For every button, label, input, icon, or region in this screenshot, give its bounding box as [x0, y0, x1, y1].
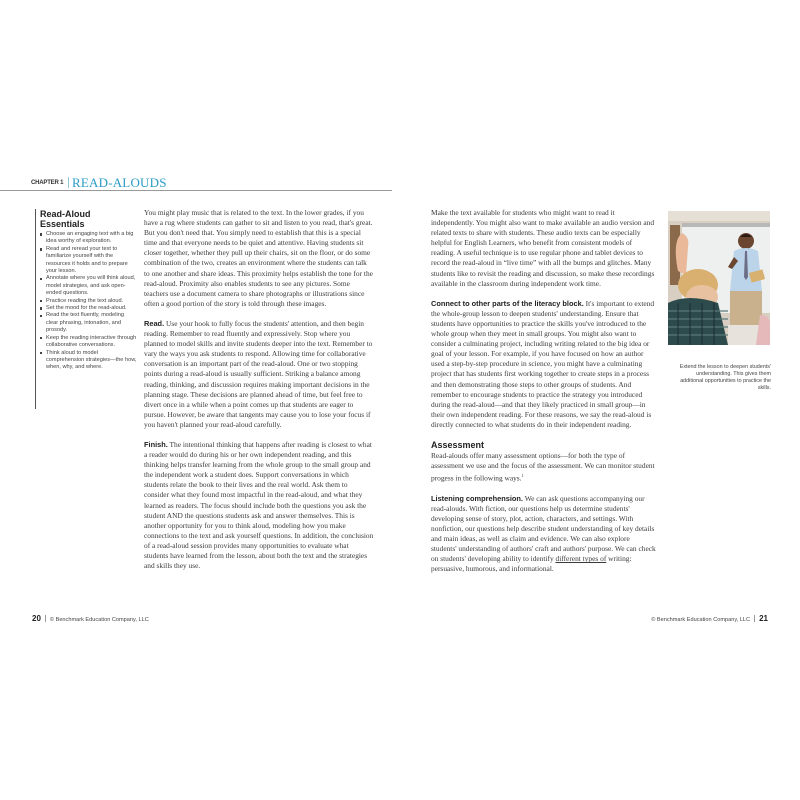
list-item-text: Set the mood for the read-aloud.	[46, 305, 127, 312]
list-item	[40, 275, 137, 297]
bullet-icon	[40, 352, 42, 354]
read-paragraph	[144, 319, 374, 430]
listening-lead: Listening comprehension.	[431, 493, 523, 503]
bullet-icon	[40, 337, 42, 339]
list-item-text: Keep the reading interactive through collaborative conversations.	[46, 334, 137, 349]
chapter-title: READ-ALOUDS	[72, 175, 167, 190]
list-item	[40, 350, 137, 372]
finish-paragraph	[144, 440, 374, 571]
bullet-icon	[40, 233, 42, 235]
bullet-icon	[40, 300, 42, 302]
bullet-icon	[40, 315, 42, 317]
essentials-list	[40, 231, 137, 372]
assessment-paragraph	[431, 451, 657, 484]
footer-divider	[45, 615, 46, 622]
page-number-left: 20	[32, 614, 41, 623]
assessment-body: Read-alouds offer many assessment options—for both the type of assessment we use and the focus of the assessment. We can monitor student progess in the following ways.	[431, 450, 655, 483]
list-item-text: Annotate where you will think aloud, model strategies, and ask open-ended questions.	[46, 275, 136, 297]
audio-paragraph: Make the text available for students who might want to read it independently. You might also want to make available an audio version and related texts to share with students. These audio texts can be especially helpful for English Learners, who benefit from consistent models of reading. A useful technique is to use regular phone and tablet devices to record the read-aloud in “live time” with all the bumps and glitches. Many students like to revisit the reading and discussion, so make these recordings available in the classroom during independent work time.	[431, 208, 655, 288]
connect-body: It's important to extend the whole-group lesson to deepen students' understanding. Ensure that students have opportunities to practice the skills you've introduced to the whole group when they meet in small groups. You might also want to consider a culminating project, including writing related to the big idea or goal of your lesson. For example, if you have focused on how an author used a step-by-step procedure in science, you might have a culminating project that has students first working together to create steps in a process and then demonstrating those steps to other groups of students. And remember to encourage students to practice the strategy you introduced during the read-aloud—and that they likely practiced in small group—in their own independent reading. For these reasons, we say the read-aloud is directly connected to what students do in their independent reading.	[431, 298, 655, 429]
chapter-header	[0, 174, 392, 191]
assessment-heading: Assessment	[431, 439, 485, 450]
list-item-text: Read the text fluently, modeling clear phrasing, intonation, and prosody.	[46, 312, 124, 334]
essentials-sidebar	[35, 209, 137, 409]
footer-right	[651, 614, 768, 623]
list-item-text: Choose an engaging text with a big idea worthy of exploration.	[46, 231, 134, 245]
listening-end: writing: persuasive, humorous, and informational.	[431, 554, 632, 574]
classroom-photo-icon	[668, 211, 770, 345]
bullet-icon	[40, 307, 42, 309]
listening-paragraph	[431, 494, 657, 575]
list-item-text: Practice reading the text aloud.	[46, 297, 124, 304]
copyright-left: © Benchmark Education Company, LLC	[49, 617, 149, 623]
right-column	[431, 208, 657, 584]
read-body: Use your hook to fully focus the students' attention, and then begin reading. Remember to read fluently and expressively. Stop where you planned to model skills and invite students deeper into the text. Remember to vary the ways you ask students to respond. Allowing time for collaborative conversation is an important part of the read-aloud. One or two stopping points during a read-aloud is usually sufficient. Striking a balance among reading, thinking, and discussion requires making important decisions in the planning stage. These decisions are planned ahead of time, but feel free to divert once in a while when a point comes up that students are eager to pursue. However, be aware that tangents may cause you to lose your focus if you haven't planned your read-aloud carefully.	[144, 318, 373, 429]
sidebar-title: Read-Aloud Essentials	[40, 209, 91, 229]
copyright-right: © Benchmark Education Company, LLC	[651, 617, 751, 623]
list-item	[40, 231, 137, 246]
list-item	[40, 298, 137, 305]
list-item	[40, 335, 137, 350]
connect-lead: Connect to other parts of the literacy block.	[431, 298, 584, 308]
underlined-text: different types of	[555, 554, 607, 564]
header-divider	[68, 177, 69, 188]
photo-caption: Extend the lesson to deepen students' understanding. This gives them additional opportunities to practice the skills.	[679, 364, 771, 391]
intro-paragraph: You might play music that is related to the text. In the lower grades, if you have a rug where students can gather to sit and listen to you read, that's great. But you don't need that. You simply need to establish that this is a special time and that everyone needs to be quiet and attentive. Having students sit closer together, whether they pull up their chairs, sit on the floor, or do some combination of the two, creates an environment where the students can talk to one another and share ideas. This proximity helps establish the tone for the read-aloud. Proximity also enables students to see any pictures. Some teachers use a document camera to share photographs or illustrations since often a good portion of the story is told through these images.	[144, 208, 373, 308]
bullet-icon	[40, 248, 42, 250]
left-column	[144, 208, 374, 581]
list-item	[40, 312, 137, 334]
read-lead: Read.	[144, 318, 165, 328]
connect-paragraph	[431, 299, 657, 430]
footer-left	[32, 614, 149, 623]
list-item-text: Think aloud to model comprehension strategies—the how, when, why, and where.	[46, 349, 137, 371]
finish-body: The intentional thinking that happens after reading is closest to what a reader would do during his or her own independent reading, and this thinking helps transfer learning from the whole group to the small group and the independent work a student does. Support conversations in which students relate the book to their lives and the real world. Ask them to consider what they found most impactful in the read-aloud, and what they learned as readers. The focus should include both the questions you ask the student AND the questions students ask and answer themselves. This is another opportunity for you to think aloud, modeling how you make connections to the text and ask yourself questions. In addition, the conclusion of a read-aloud session provides many opportunities to evaluate what students have learned from the lesson, about both the text and the strategies and skills they use.	[144, 439, 374, 571]
footer-divider	[754, 615, 755, 622]
footnote-marker: 1	[521, 473, 524, 479]
bullet-icon	[40, 278, 42, 280]
page-number-right: 21	[759, 614, 768, 623]
list-item	[40, 305, 137, 312]
listening-body: We can ask questions accompanying our read-alouds. With fiction, our questions help us determine students' developing sense of story, plot, action, characters, and settings. With nonfiction, our questions help describe student understanding of key details and main ideas, as well as claim and evidence. We can also explore students' understanding of authors' craft and authors' purpose. We can check on students' developing ability to identify	[431, 493, 656, 564]
classroom-photo	[668, 211, 770, 345]
chapter-label: CHAPTER 1	[31, 180, 64, 186]
finish-lead: Finish.	[144, 439, 168, 449]
list-item-text: Read and reread your text to familiarize yourself with the resources it holds and to prepare your lesson.	[46, 245, 128, 275]
list-item	[40, 246, 137, 276]
